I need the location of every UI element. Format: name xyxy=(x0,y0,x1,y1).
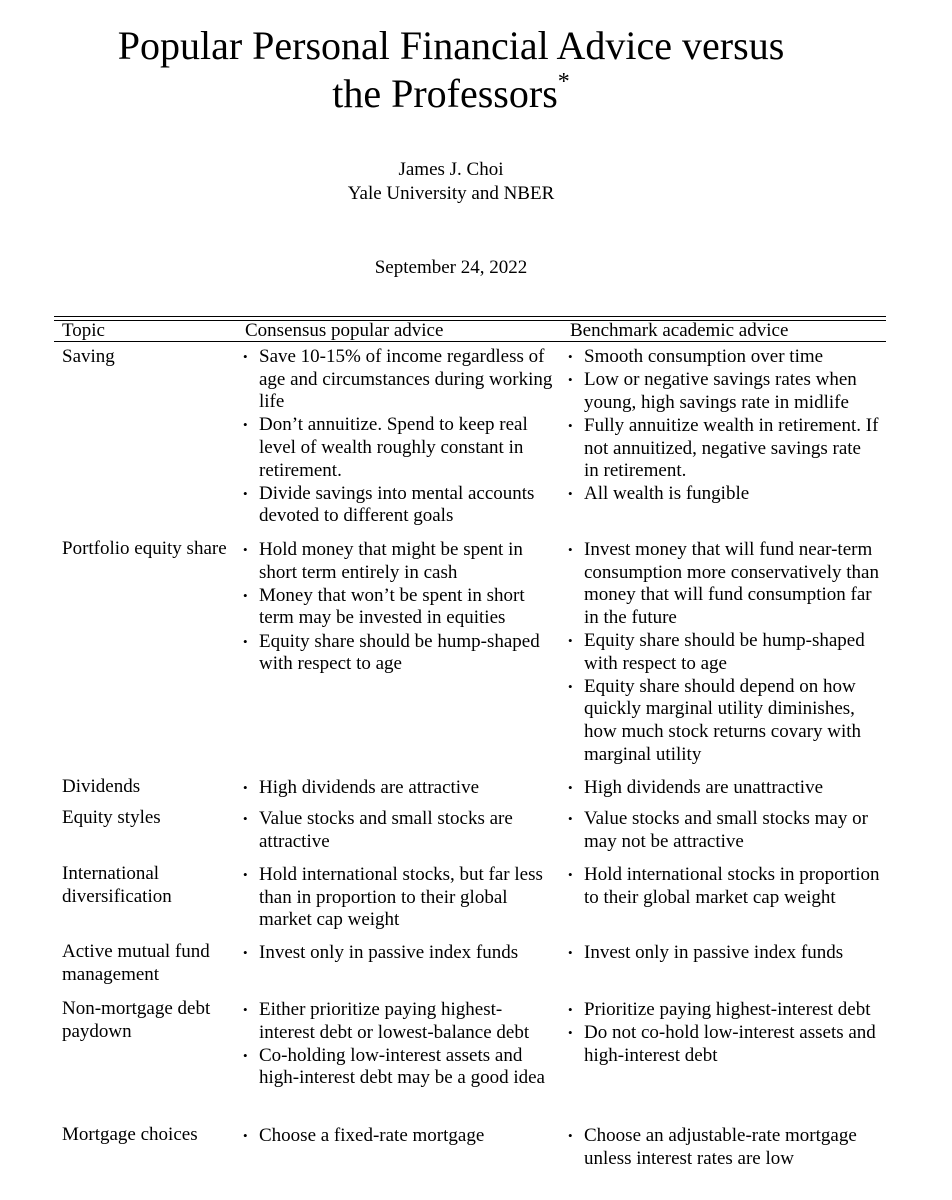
title-footnote-mark: * xyxy=(557,69,570,95)
list-item: • Value stocks and small stocks may or may not be attractive xyxy=(568,808,880,853)
topic-portfolio-equity-share: Portfolio equity share xyxy=(62,538,227,559)
list-item: • Choose an adjustable-rate mortgage unless interest rates are low xyxy=(568,1125,880,1170)
topic-active-mutual-fund-management: Active mutual fund management xyxy=(62,941,210,985)
list-item: • Co-holding low-interest assets and high-interest debt may be a good idea xyxy=(243,1045,557,1090)
list-item: • Either prioritize paying highest-interest debt or lowest-balance debt xyxy=(243,999,557,1044)
list-item: • Do not co-hold low-interest assets and high-interest debt xyxy=(568,1022,880,1067)
list-item: • Invest money that will fund near-term consumption more conservatively than money that will fund consumption far in the future xyxy=(568,539,880,629)
popular-advice-international-diversification xyxy=(243,864,557,932)
title-line-1: Popular Personal Financial Advice versus xyxy=(117,23,785,68)
topic-equity-styles: Equity styles xyxy=(62,807,161,828)
list-item: • Invest only in passive index funds xyxy=(243,942,557,965)
list-item: • Money that won’t be spent in short term may be invested in equities xyxy=(243,585,557,630)
paper-title xyxy=(0,22,902,118)
academic-advice-portfolio-equity-share xyxy=(568,539,880,767)
topic-non-mortgage-debt-paydown: Non-mortgage debt paydown xyxy=(62,998,211,1042)
list-item: • All wealth is fungible xyxy=(568,483,880,506)
header-topic: Topic xyxy=(62,320,105,341)
list-item: • High dividends are attractive xyxy=(243,777,557,800)
popular-advice-saving xyxy=(243,346,557,529)
header-rule xyxy=(54,341,886,342)
popular-advice-dividends xyxy=(243,777,557,800)
list-item: • Save 10-15% of income regardless of age and circumstances during working life xyxy=(243,346,557,414)
header-academic: Benchmark academic advice xyxy=(570,320,789,341)
list-item: • Fully annuitize wealth in retirement. If not annuitized, negative savings rate in retirement. xyxy=(568,415,880,483)
list-item: • Don’t annuitize. Spend to keep real level of wealth roughly constant in retirement. xyxy=(243,414,557,482)
list-item: • Value stocks and small stocks are attractive xyxy=(243,808,557,853)
list-item: • High dividends are unattractive xyxy=(568,777,880,800)
list-item: • Equity share should be hump-shaped with respect to age xyxy=(568,630,880,675)
academic-advice-saving xyxy=(568,346,880,507)
academic-advice-equity-styles xyxy=(568,808,880,854)
list-item: • Hold money that might be spent in short term entirely in cash xyxy=(243,539,557,584)
academic-advice-international-diversification xyxy=(568,864,880,910)
list-item: • Invest only in passive index funds xyxy=(568,942,880,965)
list-item: • Low or negative savings rates when young, high savings rate in midlife xyxy=(568,369,880,414)
header-popular: Consensus popular advice xyxy=(245,320,444,341)
list-item: • Smooth consumption over time xyxy=(568,346,880,369)
list-item: • Equity share should depend on how quickly marginal utility diminishes, how much stock returns covary with marginal utility xyxy=(568,676,880,766)
popular-advice-mortgage-choices xyxy=(243,1125,557,1148)
popular-advice-debt-paydown xyxy=(243,999,557,1091)
list-item: • Hold international stocks in proportion to their global market cap weight xyxy=(568,864,880,909)
topic-mortgage-choices: Mortgage choices xyxy=(62,1124,198,1145)
paper-date: September 24, 2022 xyxy=(374,257,528,278)
list-item: • Choose a fixed-rate mortgage xyxy=(243,1125,557,1148)
academic-advice-active-management xyxy=(568,942,880,965)
topic-international-diversification: International diversification xyxy=(62,863,172,907)
list-item: • Equity share should be hump-shaped with respect to age xyxy=(243,631,557,676)
popular-advice-portfolio-equity-share xyxy=(243,539,557,676)
academic-advice-dividends xyxy=(568,777,880,800)
author-affiliation: Yale University and NBER xyxy=(347,183,555,204)
list-item: • Hold international stocks, but far less than in proportion to their global market cap weight xyxy=(243,864,557,932)
topic-dividends: Dividends xyxy=(62,776,141,797)
popular-advice-active-management xyxy=(243,942,557,965)
academic-advice-mortgage-choices xyxy=(568,1125,880,1171)
topic-saving: Saving xyxy=(62,346,115,367)
author-name: James J. Choi xyxy=(398,159,504,180)
academic-advice-debt-paydown xyxy=(568,999,880,1068)
list-item: • Divide savings into mental accounts devoted to different goals xyxy=(243,483,557,528)
list-item: • Prioritize paying highest-interest debt xyxy=(568,999,880,1022)
table-top-rule xyxy=(54,316,886,317)
popular-advice-equity-styles xyxy=(243,808,557,854)
title-line-2: the Professors xyxy=(332,71,558,116)
